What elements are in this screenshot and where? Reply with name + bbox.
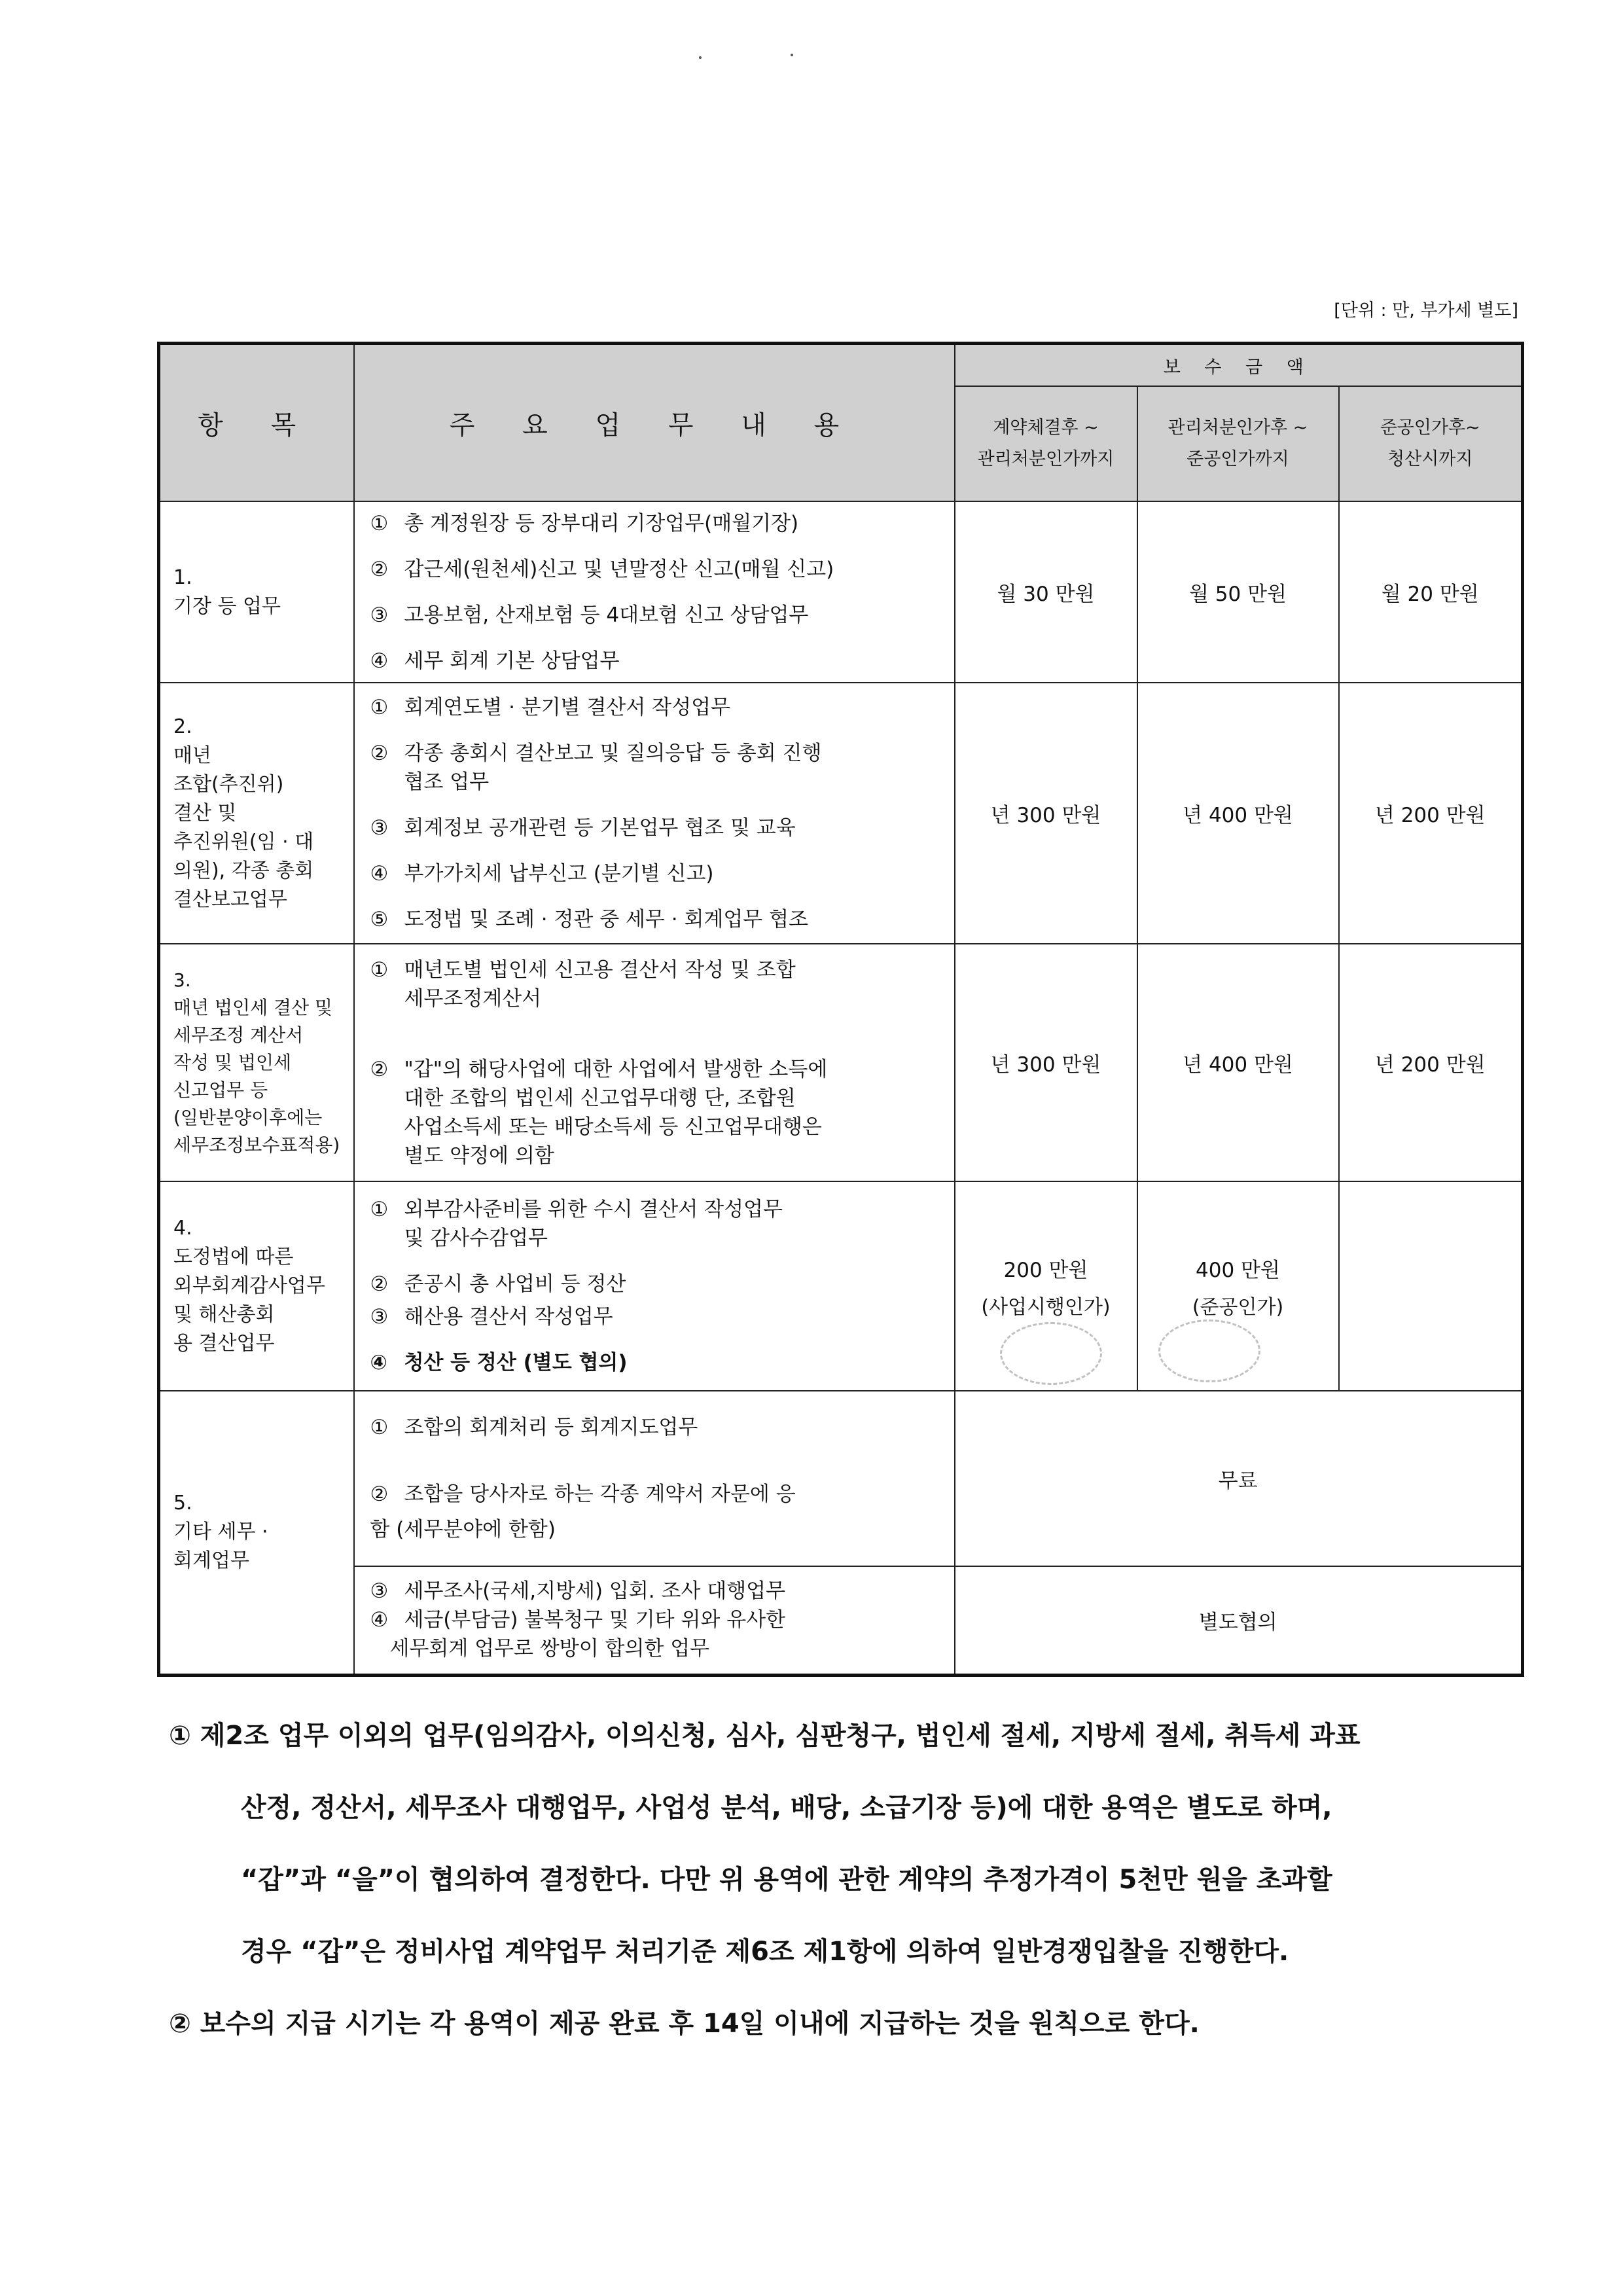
unit-note: [단위 : 만, 부가세 별도] <box>1334 300 1518 321</box>
task-item: ④ 세무 회계 기본 상담업무 <box>370 649 620 673</box>
fee-note: (준공인가) <box>1192 1295 1284 1319</box>
row-tasks <box>354 683 955 944</box>
task-item: ③ 고용보험, 산재보험 등 4대보험 신고 상담업무 <box>370 603 809 627</box>
header-item: 항 목 <box>159 344 354 502</box>
fee-value: 년 400 만원 <box>1137 683 1339 944</box>
fee-note: (사업시행인가) <box>981 1295 1111 1319</box>
fee-value: 무료 <box>955 1391 1523 1566</box>
table-row <box>159 683 1523 944</box>
task-item: ③ 세무조사(국세,지방세) 입회. 조사 대행업무 <box>370 1579 786 1604</box>
task-item: ④ 세금(부담금) 불복청구 및 기타 위와 유사한 <box>370 1608 786 1632</box>
task-item: ① 총 계정원장 등 장부대리 기장업무(매월기장) <box>370 511 799 535</box>
task-item: 함 (세무분야에 한함) <box>370 1518 556 1541</box>
clause-paragraph-1 <box>169 1715 1478 2016</box>
task-item: ① 외부감사준비를 위한 수시 결산서 작성업무 및 감사수감업무 <box>370 1198 783 1250</box>
clause-line: “갑”과 “을”이 협의하여 결정한다. 다만 위 용역에 관한 계약의 추정가격이 5천만 원을 초과할 <box>241 1865 1332 1895</box>
scan-speck <box>699 56 702 59</box>
fee-value: 200 만원 (사업시행인가) <box>955 1181 1137 1391</box>
task-item: ③ 해산용 결산서 작성업무 <box>370 1305 613 1329</box>
table-row <box>159 1181 1523 1391</box>
task-item: ④ 부가가치세 납부신고 (분기별 신고) <box>370 861 714 886</box>
header-period-1: 계약체결후 ~ 관리처분인가까지 <box>955 386 1137 501</box>
fee-value: 년 300 만원 <box>955 944 1137 1181</box>
row-tasks <box>354 1566 955 1675</box>
header-fee-group: 보 수 금 액 <box>955 344 1523 387</box>
fee-value: 월 20 만원 <box>1339 501 1523 683</box>
table-row <box>159 1566 1523 1675</box>
fee-value: 월 50 만원 <box>1137 501 1339 683</box>
header-period-2: 관리처분인가후 ~ 준공인가까지 <box>1137 386 1339 501</box>
fee-value: 년 200 만원 <box>1339 683 1523 944</box>
row-category: 3. 매년 법인세 결산 및 세무조정 계산서 작성 및 법인세 신고업무 등 (일반분양이후에는 세무조정보수표적용) <box>159 944 354 1181</box>
task-item: ② 조합을 당사자로 하는 각종 계약서 자문에 응 <box>370 1482 796 1506</box>
seal-stamp <box>1158 1319 1260 1382</box>
task-item: ② "갑"의 해당사업에 대한 사업에서 발생한 소득에 대한 조합의 법인세 신고업무대행 단, 조합원 사업소득세 또는 배당소득세 등 신고업무대행은 별도 약정에 의함 <box>370 1057 828 1168</box>
clause-line: ② 보수의 지급 시기는 각 용역이 제공 완료 후 14일 이내에 지급하는 것을 원칙으로 한다. <box>169 2009 1200 2039</box>
fee-value: 월 30 만원 <box>955 501 1137 683</box>
clause-line: 경우 “갑”은 정비사업 계약업무 처리기준 제6조 제1항에 의하여 일반경쟁입찰을 진행한다. <box>241 1937 1289 1967</box>
row-tasks <box>354 1391 955 1566</box>
task-item: ⑤ 도정법 및 조례 · 정관 중 세무 · 회계업무 협조 <box>370 907 808 931</box>
task-item: ④ 청산 등 정산 (별도 협의) <box>370 1351 628 1374</box>
task-item: 세무회계 업무로 쌍방이 합의한 업무 <box>389 1637 710 1661</box>
task-item: ① 회계연도별 · 분기별 결산서 작성업무 <box>370 695 730 719</box>
scan-speck <box>791 54 793 56</box>
task-item: ② 각종 총회시 결산보고 및 질의응답 등 총회 진행 협조 업무 <box>370 741 822 794</box>
table-row <box>159 944 1523 1181</box>
clause-line: 산정, 정산서, 세무조사 대행업무, 사업성 분석, 배당, 소급기장 등)에 대한 용역은 별도로 하며, <box>241 1793 1332 1823</box>
row-category: 4. 도정법에 따른 외부회계감사업무 및 해산총회 용 결산업무 <box>159 1181 354 1391</box>
row-category: 2. 매년 조합(추진위) 결산 및 추진위원(임 · 대 의원), 각종 총회 결산보고업무 <box>159 683 354 944</box>
seal-stamp <box>1000 1322 1102 1385</box>
header-period-3: 준공인가후~ 청산시까지 <box>1339 386 1523 501</box>
task-item: ③ 회계정보 공개관련 등 기본업무 협조 및 교육 <box>370 816 796 840</box>
fee-value: 400 만원 (준공인가) <box>1137 1181 1339 1391</box>
header-content: 주 요 업 무 내 용 <box>354 344 955 502</box>
row-category: 1. 기장 등 업무 <box>159 501 354 683</box>
table-row <box>159 501 1523 683</box>
row-category: 5. 기타 세무 · 회계업무 <box>159 1391 354 1675</box>
clause-paragraph-2 <box>169 2003 1478 2042</box>
task-item: ② 준공시 총 사업비 등 정산 <box>370 1272 626 1296</box>
fee-value: 별도협의 <box>955 1566 1523 1675</box>
row-tasks <box>354 501 955 683</box>
table-row <box>159 1391 1523 1566</box>
fee-value: 년 300 만원 <box>955 683 1137 944</box>
fee-table <box>157 342 1524 1677</box>
fee-value-empty <box>1339 1181 1523 1391</box>
fee-value: 년 400 만원 <box>1137 944 1339 1181</box>
fee-value: 년 200 만원 <box>1339 944 1523 1181</box>
task-item: ① 조합의 회계처리 등 회계지도업무 <box>370 1416 698 1439</box>
task-item: ① 매년도별 법인세 신고용 결산서 작성 및 조합 세무조정계산서 <box>370 958 796 1011</box>
row-tasks <box>354 1181 955 1391</box>
task-item: ② 갑근세(원천세)신고 및 년말정산 신고(매월 신고) <box>370 557 834 581</box>
row-tasks <box>354 944 955 1181</box>
clause-line: ① 제2조 업무 이외의 업무(임의감사, 이의신청, 심사, 심판청구, 법인세 절세, 지방세 절세, 취득세 과표 <box>169 1721 1361 1751</box>
